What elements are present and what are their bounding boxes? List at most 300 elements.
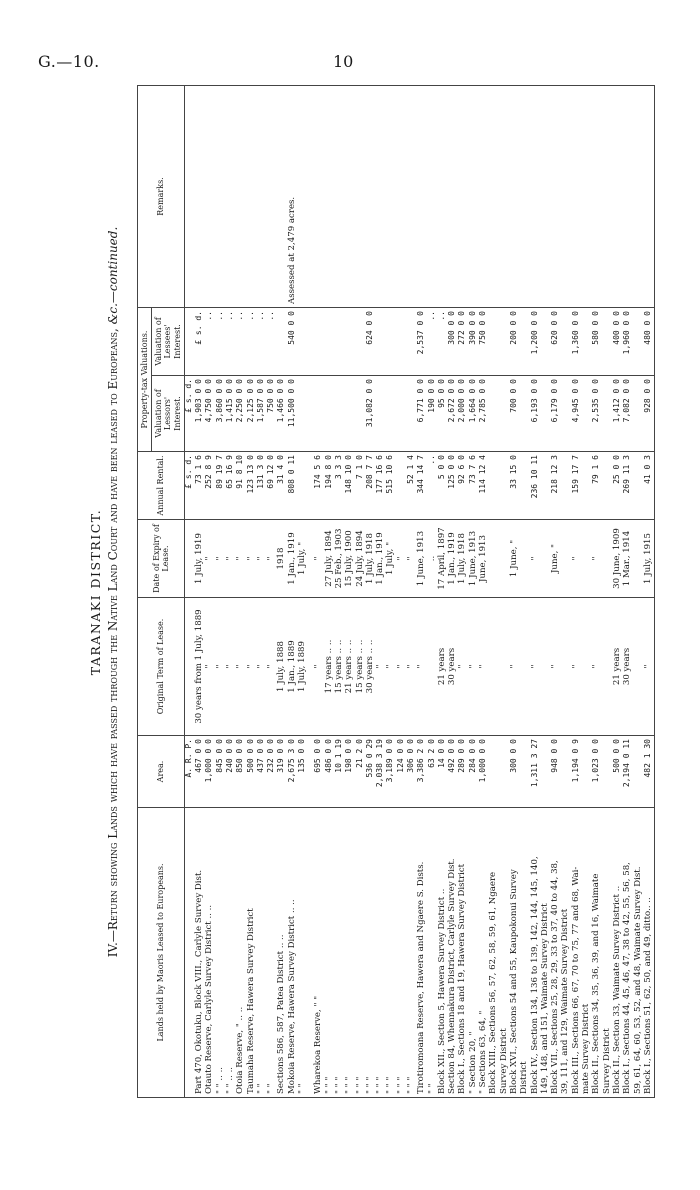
area-cell: 284 0 0: [469, 736, 479, 808]
land-cell: Block XVI., Sections 54 and 55, Kaupokonui Survey: [510, 808, 520, 1098]
remarks-cell: [366, 86, 376, 308]
area-cell: 300 0 0: [510, 736, 520, 808]
remarks-cell: [335, 86, 345, 308]
land-cell: 39, 111, and 129, Waimate Survey District: [561, 808, 571, 1098]
area-cell: 948 0 0: [551, 736, 561, 808]
expiry-cell: 1 June, 1913: [417, 520, 427, 598]
area-cell: 482 1 30: [644, 736, 655, 808]
land-cell: " " ": [397, 808, 407, 1098]
expiry-cell: 1918: [277, 520, 287, 598]
remarks-cell: [298, 86, 308, 308]
lessees-cell: 1,200 0 0: [531, 308, 541, 376]
expiry-cell: ..: [428, 520, 438, 598]
remarks-cell: [345, 86, 355, 308]
term-cell: 15 years .. ..: [335, 598, 345, 736]
header-lands: Lands held by Maoris Leased to Europeans.: [138, 808, 185, 1098]
remarks-cell: [634, 86, 644, 308]
land-cell: Mokoia Reserve, Hawera Survey District .. ..: [288, 808, 298, 1098]
land-cell: " " ": [325, 808, 335, 1098]
lessees-cell: 2,537 0 0: [417, 308, 427, 376]
area-cell: 1,000 0 0: [479, 736, 489, 808]
lessors-cell: [397, 376, 407, 452]
rental-cell: 114 12 4: [479, 452, 489, 520]
rental-cell: 52 1 4: [407, 452, 417, 520]
table-row: [288, 86, 298, 1098]
expiry-cell: 1 Jan., 1919: [288, 520, 298, 598]
remarks-cell: [205, 86, 215, 308]
lessors-units: £ s. d.: [184, 376, 195, 452]
expiry-cell: 1 July, ": [386, 520, 396, 598]
lessees-cell: ..: [216, 308, 226, 376]
land-cell: Block III., Sections 66, 67, 70 to 75, 77 and 68, Wai-: [572, 808, 582, 1098]
rental-cell: 79 1 6: [592, 452, 602, 520]
header-term: Original Term of Lease.: [138, 598, 185, 736]
lessees-cell: [397, 308, 407, 376]
area-units: A. R. P.: [184, 736, 195, 808]
expiry-cell: ": [531, 520, 541, 598]
rental-cell: 41 0 3: [644, 452, 655, 520]
rental-cell: 515 10 6: [386, 452, 396, 520]
remarks-cell: [458, 86, 468, 308]
lessors-cell: [325, 376, 335, 452]
table-row: [257, 86, 267, 1098]
table-row: [236, 86, 246, 1098]
expiry-cell: 30 June, 1909: [613, 520, 623, 598]
remarks-cell: [479, 86, 489, 308]
term-cell: ": [257, 598, 267, 736]
lessees-cell: 300 0 0: [448, 308, 458, 376]
land-cell: " " .. ..: [226, 808, 236, 1098]
area-cell: 198 0 0: [345, 736, 355, 808]
term-cell: ": [551, 598, 561, 736]
lessors-cell: 1,412 0 0: [613, 376, 623, 452]
table-row: [458, 86, 468, 1098]
term-cell: 30 years .. ..: [366, 598, 376, 736]
rental-units: £ s. d.: [184, 452, 195, 520]
land-cell: Otauto Reserve, Carlyle Survey District .. ..: [205, 808, 215, 1098]
expiry-cell: 1 Mar., 1914: [623, 520, 633, 598]
area-cell: 124 0 0: [397, 736, 407, 808]
term-cell: [489, 598, 499, 736]
term-cell: 30 years from 1 July, 1889: [195, 598, 205, 736]
remarks-cell: [407, 86, 417, 308]
area-cell: 1,000 0 0: [205, 736, 215, 808]
lessors-cell: 2,125 0 0: [247, 376, 257, 452]
term-cell: ": [205, 598, 215, 736]
area-cell: 2,194 0 11: [623, 736, 633, 808]
lessors-cell: 31,082 0 0: [366, 376, 376, 452]
lessees-cell: 1,960 0 0: [623, 308, 633, 376]
land-cell: " Sections 63, 64, ": [479, 808, 489, 1098]
land-cell: " ": [298, 808, 308, 1098]
term-cell: ": [469, 598, 479, 736]
rental-cell: 177 16 6: [376, 452, 386, 520]
land-cell: " Section 20, ": [469, 808, 479, 1098]
term-cell: ": [417, 598, 427, 736]
term-cell: ": [510, 598, 520, 736]
area-cell: 2,038 3 19: [376, 736, 386, 808]
lessors-cell: 6,179 0 0: [551, 376, 561, 452]
remarks-cell: Assessed at 2,479 acres.: [288, 86, 298, 308]
lease-return-table: [137, 85, 655, 1098]
table-row: [417, 86, 427, 1098]
land-cell: " ": [267, 808, 277, 1098]
area-cell: 1,311 3 27: [531, 736, 541, 808]
land-cell: 149, 148, and 151, Waimate Survey District: [541, 808, 551, 1098]
remarks-cell: [226, 86, 236, 308]
term-cell: ": [314, 598, 324, 736]
header-area: Area.: [138, 736, 185, 808]
land-cell: Survey District: [500, 808, 510, 1098]
land-cell: Block VII., Sections 25, 28, 29, 33 to 37, 40 to 44, 38,: [551, 808, 561, 1098]
lessors-cell: [345, 376, 355, 452]
table-row: [510, 86, 520, 1098]
land-cell: Block I., Sections 51, 62, 50, and 49, ditto.. ..: [644, 808, 655, 1098]
remarks-cell: [428, 86, 438, 308]
term-cell: 1 July, 1888: [277, 598, 287, 736]
area-cell: 3,386 2 0: [417, 736, 427, 808]
expiry-cell: ": [397, 520, 407, 598]
lessees-cell: 750 0 0: [479, 308, 489, 376]
area-cell: 319 0 0: [277, 736, 287, 808]
area-cell: 21 2 0: [356, 736, 366, 808]
lessors-cell: 1,466 0 0: [277, 376, 287, 452]
rental-cell: 73 1 6: [195, 452, 205, 520]
term-cell: ": [267, 598, 277, 736]
lessees-cell: ..: [438, 308, 448, 376]
term-cell: ": [226, 598, 236, 736]
area-cell: 14 0 0: [438, 736, 448, 808]
lessees-cell: [345, 308, 355, 376]
remarks-cell: [417, 86, 427, 308]
land-cell: " ": [257, 808, 267, 1098]
expiry-cell: 1 June, ": [510, 520, 520, 598]
lessors-cell: 2,785 0 0: [479, 376, 489, 452]
expiry-cell: 1 July, 1918: [458, 520, 468, 598]
rental-cell: 252 8 9: [205, 452, 215, 520]
area-cell: 437 0 0: [257, 736, 267, 808]
area-cell: 1,194 0 9: [572, 736, 582, 808]
lessees-cell: 540 0 0: [288, 308, 298, 376]
rental-cell: ..: [428, 452, 438, 520]
land-cell: Sections 586, 587, Patea District .. ..: [277, 808, 287, 1098]
table-body: [184, 86, 654, 1098]
area-cell: 63 2 0: [428, 736, 438, 808]
term-cell: 21 years .. ..: [345, 598, 355, 736]
rental-cell: 344 14 7: [417, 452, 427, 520]
expiry-cell: ": [236, 520, 246, 598]
term-cell: 21 years: [613, 598, 623, 736]
term-cell: [520, 598, 530, 736]
land-cell: mate Survey District: [582, 808, 592, 1098]
land-cell: " " ": [356, 808, 366, 1098]
table-row: [314, 86, 324, 1098]
lessors-cell: 750 0 0: [267, 376, 277, 452]
expiry-cell: ": [407, 520, 417, 598]
area-cell: 845 0 0: [216, 736, 226, 808]
table-row: [366, 86, 376, 1098]
expiry-cell: ": [216, 520, 226, 598]
area-cell: 289 0 0: [458, 736, 468, 808]
table-row: [298, 86, 308, 1098]
expiry-cell: 1 July, 1918: [366, 520, 376, 598]
remarks-cell: [438, 86, 448, 308]
remarks-cell: [510, 86, 520, 308]
rental-cell: 174 5 6: [314, 452, 324, 520]
area-cell: 10 1 19: [335, 736, 345, 808]
expiry-cell: 15 July, 1900: [345, 520, 355, 598]
lessors-cell: 3,860 0 0: [216, 376, 226, 452]
lessors-cell: [314, 376, 324, 452]
remarks-cell: [489, 86, 499, 308]
lessees-cell: [376, 308, 386, 376]
rental-cell: 123 13 0: [247, 452, 257, 520]
expiry-cell: 27 July, 1894: [325, 520, 335, 598]
land-cell: " ": [428, 808, 438, 1098]
expiry-cell: 1 June, 1913: [469, 520, 479, 598]
remarks-cell: [520, 86, 530, 308]
lessors-cell: 2,250 0 0: [236, 376, 246, 452]
expiry-cell: 24 July, 1894: [356, 520, 366, 598]
remarks-cell: [541, 86, 551, 308]
rental-cell: 5 0 0: [438, 452, 448, 520]
rental-cell: 159 17 7: [572, 452, 582, 520]
rental-cell: 808 0 11: [288, 452, 298, 520]
lessors-cell: 6,193 0 0: [531, 376, 541, 452]
lessors-cell: 928 0 0: [644, 376, 655, 452]
rental-cell: 218 12 3: [551, 452, 561, 520]
remarks-cell: [603, 86, 613, 308]
lessees-cell: 624 0 0: [366, 308, 376, 376]
lessors-cell: 1,903 0 0: [195, 376, 205, 452]
lessors-cell: 4,945 0 0: [572, 376, 582, 452]
remarks-cell: [448, 86, 458, 308]
term-cell: ": [531, 598, 541, 736]
lessees-cell: [298, 308, 308, 376]
table-row: [572, 86, 582, 1098]
lessors-cell: [386, 376, 396, 452]
rental-cell: 148 10 0: [345, 452, 355, 520]
term-cell: ": [376, 598, 386, 736]
area-cell: 3,189 0 0: [386, 736, 396, 808]
expiry-cell: ": [314, 520, 324, 598]
term-cell: 21 years: [438, 598, 448, 736]
district-title: TARANAKI DISTRICT.: [88, 508, 103, 676]
lessors-cell: [298, 376, 308, 452]
land-cell: " " ": [345, 808, 355, 1098]
land-cell: Tirotiromoana Reserve, Hawera and Ngaere S. Dists.: [417, 808, 427, 1098]
lessees-cell: 620 0 0: [551, 308, 561, 376]
table-row: [489, 86, 499, 1098]
lessees-cell: [314, 308, 324, 376]
remarks-cell: [376, 86, 386, 308]
header-lessees: Valuation of Lessees' Interest.: [152, 308, 185, 376]
rental-cell: 91 8 10: [236, 452, 246, 520]
expiry-cell: [520, 520, 530, 598]
remarks-cell: [644, 86, 655, 308]
rental-cell: 73 7 6: [469, 452, 479, 520]
lessees-cell: [386, 308, 396, 376]
term-cell: ": [216, 598, 226, 736]
header-property-tax: Property-tax Valuations.: [138, 308, 152, 452]
land-cell: 59, 61, 64, 60, 53, 52, and 48, Waimate Survey Dist.: [634, 808, 644, 1098]
land-cell: Otoia Reserve, " .. ..: [236, 808, 246, 1098]
lessors-cell: [335, 376, 345, 452]
land-cell: Block XII., Section 5, Hawera Survey District ..: [438, 808, 448, 1098]
page-reference: G.—10.: [38, 52, 100, 71]
lessees-cell: [335, 308, 345, 376]
rental-cell: 125 0 0: [448, 452, 458, 520]
remarks-cell: [613, 86, 623, 308]
land-cell: " " ": [386, 808, 396, 1098]
remarks-cell: [531, 86, 541, 308]
expiry-cell: ": [205, 520, 215, 598]
lessees-cell: 1,360 0 0: [572, 308, 582, 376]
expiry-cell: 1 July, 1919: [195, 520, 205, 598]
area-cell: 486 0 0: [325, 736, 335, 808]
lessees-cell: [489, 308, 499, 376]
lessees-cell: ..: [205, 308, 215, 376]
rental-cell: 236 10 11: [531, 452, 541, 520]
rental-cell: [489, 452, 499, 520]
area-cell: 240 0 0: [226, 736, 236, 808]
area-cell: 1,023 0 0: [592, 736, 602, 808]
lessors-cell: 1,587 0 0: [257, 376, 267, 452]
table-row: [520, 86, 530, 1098]
expiry-cell: [489, 520, 499, 598]
term-cell: ": [236, 598, 246, 736]
area-cell: 135 0 0: [298, 736, 308, 808]
remarks-cell: [551, 86, 561, 308]
term-cell: ": [386, 598, 396, 736]
expiry-cell: June, ": [551, 520, 561, 598]
lessees-cell: ..: [267, 308, 277, 376]
lessors-cell: 2,000 0 0: [458, 376, 468, 452]
table-row: [226, 86, 236, 1098]
remarks-cell: [592, 86, 602, 308]
lessees-cell: 580 0 0: [592, 308, 602, 376]
remarks-cell: [267, 86, 277, 308]
lessees-cell: 272 0 0: [458, 308, 468, 376]
remarks-cell: [325, 86, 335, 308]
term-cell: ": [407, 598, 417, 736]
term-cell: ": [644, 598, 655, 736]
remarks-cell: [582, 86, 592, 308]
term-cell: ": [592, 598, 602, 736]
land-cell: " " ": [376, 808, 386, 1098]
area-cell: 306 0 0: [407, 736, 417, 808]
lessees-cell: 200 0 0: [510, 308, 520, 376]
land-cell: Block II., Sections 34, 35, 36, 39, and 16, Waimate: [592, 808, 602, 1098]
area-cell: 850 0 0: [236, 736, 246, 808]
page-number: 10: [333, 52, 354, 71]
area-cell: 695 0 0: [314, 736, 324, 808]
lessors-cell: 6,771 0 0: [417, 376, 427, 452]
lessors-cell: [376, 376, 386, 452]
area-cell: 467 0 0: [195, 736, 205, 808]
expiry-cell: 1 Jan., 1919: [376, 520, 386, 598]
rental-cell: 7 1 0: [356, 452, 366, 520]
lessees-cell: [325, 308, 335, 376]
table-row: [335, 86, 345, 1098]
lessees-cell: ..: [226, 308, 236, 376]
land-cell: Survey District: [603, 808, 613, 1098]
remarks-cell: [561, 86, 571, 308]
rental-cell: 89 19 7: [216, 452, 226, 520]
table-row: [345, 86, 355, 1098]
lessors-cell: 4,750 0 0: [205, 376, 215, 452]
rental-cell: 25 0 0: [613, 452, 623, 520]
rental-cell: [520, 452, 530, 520]
rental-cell: [298, 452, 308, 520]
rental-cell: 33 15 0: [510, 452, 520, 520]
lessors-cell: [520, 376, 530, 452]
remarks-cell: [236, 86, 246, 308]
table-row: [623, 86, 633, 1098]
term-cell: ": [479, 598, 489, 736]
expiry-cell: ": [226, 520, 236, 598]
lessees-cell: ..: [247, 308, 257, 376]
remarks-cell: [314, 86, 324, 308]
lessees-cell: £ s. d.: [195, 308, 205, 376]
area-cell: 500 0 0: [613, 736, 623, 808]
rotated-table-page: [75, 72, 685, 1112]
land-cell: Section 84, Whennakura District, Carlyle Survey Dist.: [448, 808, 458, 1098]
rental-cell: 3 3 3: [335, 452, 345, 520]
lessors-cell: 11,500 0 0: [288, 376, 298, 452]
expiry-cell: June, 1913: [479, 520, 489, 598]
term-cell: ": [458, 598, 468, 736]
land-cell: " " .. ..: [216, 808, 226, 1098]
term-cell: 15 years .. ..: [356, 598, 366, 736]
remarks-cell: [257, 86, 267, 308]
table-row: [469, 86, 479, 1098]
term-cell: 1 Jan., 1889: [288, 598, 298, 736]
lessees-cell: 400 0 0: [613, 308, 623, 376]
expiry-cell: 1 July, 1915: [644, 520, 655, 598]
remarks-cell: [216, 86, 226, 308]
lessees-cell: ..: [236, 308, 246, 376]
remarks-cell: [397, 86, 407, 308]
area-cell: 232 0 0: [267, 736, 277, 808]
lessors-cell: 2,672 0 0: [448, 376, 458, 452]
table-row: [644, 86, 655, 1098]
lessors-cell: 1,664 0 0: [469, 376, 479, 452]
term-cell: 30 years: [448, 598, 458, 736]
term-cell: 17 years .. ..: [325, 598, 335, 736]
area-cell: [489, 736, 499, 808]
rental-cell: 65 16 9: [226, 452, 236, 520]
lessors-cell: 95 0 0: [438, 376, 448, 452]
area-cell: 536 0 29: [366, 736, 376, 808]
table-row: [592, 86, 602, 1098]
expiry-cell: ": [592, 520, 602, 598]
area-cell: 2,675 3 0: [288, 736, 298, 808]
expiry-cell: 25 Feb., 1903: [335, 520, 345, 598]
expiry-cell: 1 Jan., 1919: [448, 520, 458, 598]
remarks-cell: [247, 86, 257, 308]
land-cell: Part 470, Okotuku, Block VIII., Carlyle Survey Dist.: [195, 808, 205, 1098]
lessees-cell: ..: [428, 308, 438, 376]
land-cell: " " ": [366, 808, 376, 1098]
lessees-cell: 480 0 0: [644, 308, 655, 376]
header-lessors: Valuation of Lessors' Interest.: [152, 376, 185, 452]
land-cell: Wharekoa Reserve, " ": [314, 808, 324, 1098]
caption-main: IV.—Return showing Lands which have passed through the Native Land Court and have been leased to Europeans,: [106, 328, 120, 958]
remarks-cell: [469, 86, 479, 308]
expiry-cell: ": [572, 520, 582, 598]
remarks-cell: [500, 86, 510, 308]
